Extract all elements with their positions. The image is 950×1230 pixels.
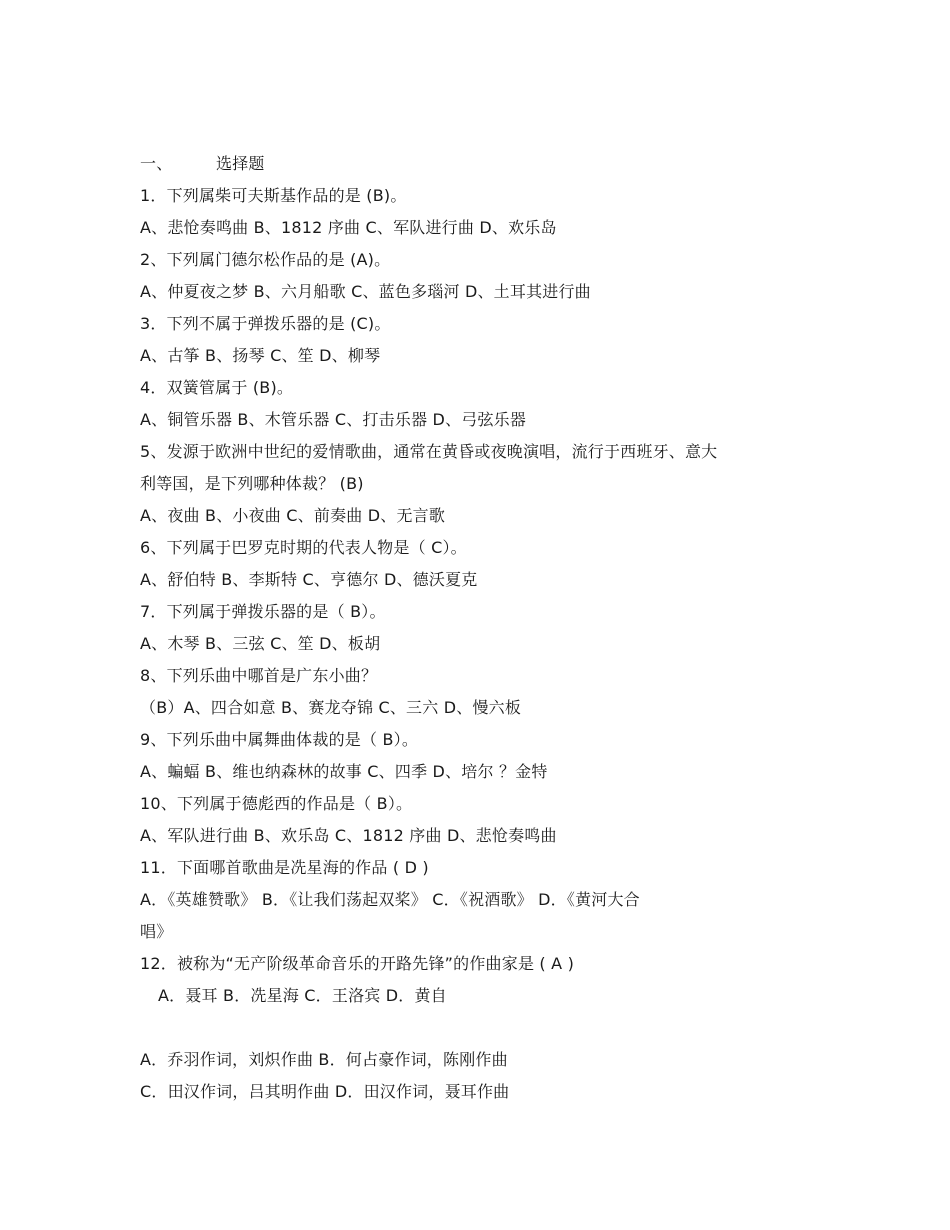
question-11: 11．下面哪首歌曲是冼星海的作品 ( D ): [140, 858, 429, 877]
options-row-1: A．乔羽作词，刘炽作曲 B．何占豪作词，陈刚作曲: [140, 1050, 508, 1069]
question-10-options: A、军队进行曲 B、欢乐岛 C、1812 序曲 D、悲怆奏鸣曲: [140, 826, 557, 845]
options-row-2: C．田汉作词，吕其明作曲 D．田汉作词，聂耳作曲: [140, 1082, 510, 1101]
question-11-options: A．《英雄赞歌》 B．《让我们荡起双桨》 C．《祝酒歌》 D．《黄河大合: [140, 890, 640, 909]
question-1-options: A、悲怆奏鸣曲 B、1812 序曲 C、军队进行曲 D、欢乐岛: [140, 218, 557, 237]
question-4: 4．双簧管属于 (B)。: [140, 378, 294, 397]
question-3-options: A、古筝 B、扬琴 C、笙 D、柳琴: [140, 346, 381, 365]
question-7: 7．下列属于弹拨乐器的是（ B）。: [140, 602, 386, 621]
question-12-options: A．聂耳 B．冼星海 C．王洛宾 D．黄自: [158, 986, 447, 1005]
question-11-options-continued: 唱》: [140, 922, 173, 941]
question-9-options: A、蝙蝠 B、维也纳森林的故事 C、四季 D、培尔 ？金特: [140, 762, 548, 781]
question-2-options: A、仲夏夜之梦 B、六月船歌 C、蓝色多瑙河 D、土耳其进行曲: [140, 282, 591, 301]
question-9: 9、下列乐曲中属舞曲体裁的是（ B）。: [140, 730, 419, 749]
question-1: 1．下列属柴可夫斯基作品的是 (B)。: [140, 186, 407, 205]
question-6-options: A、舒伯特 B、李斯特 C、亨德尔 D、德沃夏克: [140, 570, 478, 589]
question-5-options: A、夜曲 B、小夜曲 C、前奏曲 D、无言歌: [140, 506, 446, 525]
question-8-options: （B）A、四合如意 B、赛龙夺锦 C、三六 D、慢六板: [140, 698, 522, 717]
section-title: 选择题: [216, 154, 265, 173]
question-5-continued: 利等国，是下列哪种体裁？ (B): [140, 474, 364, 493]
question-7-options: A、木琴 B、三弦 C、笙 D、板胡: [140, 634, 381, 653]
question-10: 10、下列属于德彪西的作品是（ B）。: [140, 794, 413, 813]
question-5: 5、发源于欧洲中世纪的爱情歌曲，通常在黄昏或夜晚演唱，流行于西班牙、意大: [140, 442, 718, 461]
question-4-options: A、铜管乐器 B、木管乐器 C、打击乐器 D、弓弦乐器: [140, 410, 527, 429]
question-2: 2、下列属门德尔松作品的是 (A)。: [140, 250, 391, 269]
question-3: 3．下列不属于弹拨乐器的是 (C)。: [140, 314, 391, 333]
question-8: 8、下列乐曲中哪首是广东小曲？: [140, 666, 378, 685]
section-number: 一、: [140, 154, 173, 173]
question-6: 6、下列属于巴罗克时期的代表人物是（ C）。: [140, 538, 467, 557]
section-heading: [140, 153, 265, 175]
question-12: 12．被称为“无产阶级革命音乐的开路先锋”的作曲家是 ( A ): [140, 954, 575, 973]
